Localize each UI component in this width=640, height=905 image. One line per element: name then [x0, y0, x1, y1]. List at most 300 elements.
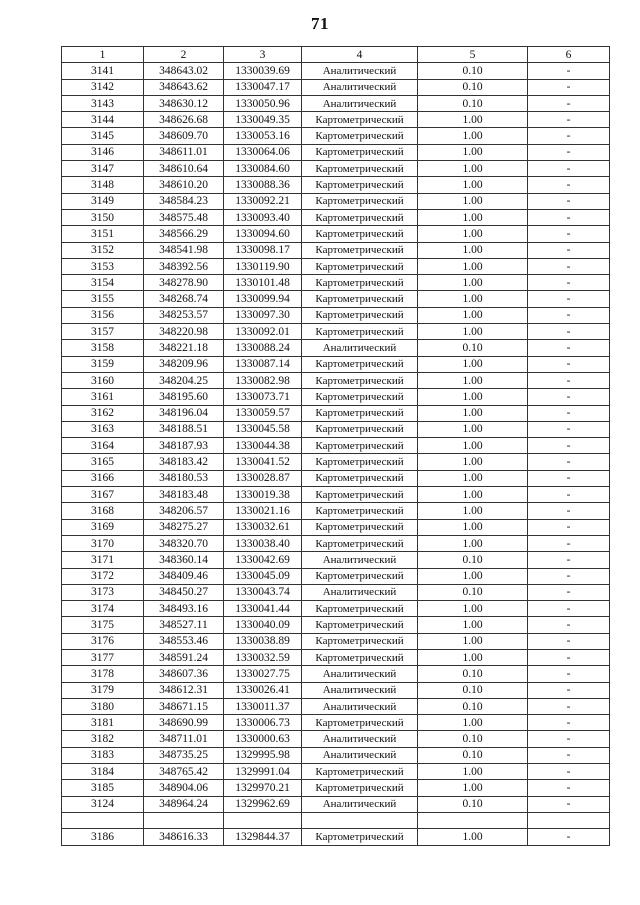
note-cell: - [528, 177, 610, 193]
x-coordinate-cell: 348206.57 [144, 503, 224, 519]
y-coordinate-cell: 1329970.21 [224, 780, 302, 796]
method-cell: Аналитический [302, 63, 418, 79]
point-number-cell: 3146 [62, 144, 144, 160]
note-cell: - [528, 731, 610, 747]
method-cell: Картометрический [302, 291, 418, 307]
table-row [62, 535, 610, 551]
accuracy-cell: 1.00 [418, 275, 528, 291]
point-number-cell: 3157 [62, 324, 144, 340]
method-cell: Картометрический [302, 649, 418, 665]
table-row [62, 829, 610, 845]
note-cell: - [528, 356, 610, 372]
accuracy-cell: 1.00 [418, 128, 528, 144]
method-cell: Картометрический [302, 568, 418, 584]
note-cell: - [528, 405, 610, 421]
table-row [62, 112, 610, 128]
point-number-cell: 3141 [62, 63, 144, 79]
table-row [62, 617, 610, 633]
note-cell: - [528, 307, 610, 323]
accuracy-cell: 1.00 [418, 356, 528, 372]
y-coordinate-cell: 1330053.16 [224, 128, 302, 144]
point-number-cell: 3158 [62, 340, 144, 356]
method-cell: Аналитический [302, 666, 418, 682]
note-cell: - [528, 796, 610, 812]
point-number-cell: 3169 [62, 519, 144, 535]
note-cell: - [528, 715, 610, 731]
x-coordinate-cell: 348964.24 [144, 796, 224, 812]
table-row [62, 128, 610, 144]
method-cell: Картометрический [302, 487, 418, 503]
x-coordinate-cell: 348450.27 [144, 584, 224, 600]
accuracy-cell: 1.00 [418, 291, 528, 307]
accuracy-cell: 0.10 [418, 79, 528, 95]
y-coordinate-cell: 1330087.14 [224, 356, 302, 372]
x-coordinate-cell: 348690.99 [144, 715, 224, 731]
x-coordinate-cell: 348493.16 [144, 601, 224, 617]
table-row [62, 421, 610, 437]
y-coordinate-cell: 1330027.75 [224, 666, 302, 682]
table-row [62, 731, 610, 747]
method-cell: Картометрический [302, 519, 418, 535]
method-cell: Аналитический [302, 340, 418, 356]
accuracy-cell: 0.10 [418, 698, 528, 714]
accuracy-cell: 1.00 [418, 242, 528, 258]
x-coordinate-cell: 348612.31 [144, 682, 224, 698]
x-coordinate-cell: 348409.46 [144, 568, 224, 584]
method-cell: Картометрический [302, 275, 418, 291]
table-row [62, 780, 610, 796]
y-coordinate-cell: 1330045.58 [224, 421, 302, 437]
table-row [62, 601, 610, 617]
note-cell: - [528, 666, 610, 682]
table-row [62, 209, 610, 225]
note-cell: - [528, 487, 610, 503]
x-coordinate-cell: 348566.29 [144, 226, 224, 242]
y-coordinate-cell: 1330088.36 [224, 177, 302, 193]
table-body [62, 63, 610, 845]
x-coordinate-cell: 348209.96 [144, 356, 224, 372]
accuracy-cell: 1.00 [418, 193, 528, 209]
x-coordinate-cell: 348610.64 [144, 161, 224, 177]
table-row [62, 95, 610, 111]
y-coordinate-cell: 1329844.37 [224, 829, 302, 845]
table-row [62, 487, 610, 503]
y-coordinate-cell: 1329991.04 [224, 764, 302, 780]
point-number-cell: 3154 [62, 275, 144, 291]
y-coordinate-cell: 1330088.24 [224, 340, 302, 356]
y-coordinate-cell: 1330047.17 [224, 79, 302, 95]
table-row [62, 275, 610, 291]
y-coordinate-cell: 1330049.35 [224, 112, 302, 128]
x-coordinate-cell: 348183.42 [144, 454, 224, 470]
point-number-cell: 3159 [62, 356, 144, 372]
x-coordinate-cell: 348360.14 [144, 552, 224, 568]
table-row [62, 568, 610, 584]
x-coordinate-cell: 348610.20 [144, 177, 224, 193]
accuracy-cell: 1.00 [418, 454, 528, 470]
table-row [62, 454, 610, 470]
x-coordinate-cell: 348196.04 [144, 405, 224, 421]
x-coordinate-cell: 348268.74 [144, 291, 224, 307]
accuracy-cell: 1.00 [418, 715, 528, 731]
method-cell: Картометрический [302, 161, 418, 177]
x-coordinate-cell: 348643.02 [144, 63, 224, 79]
method-cell: Картометрический [302, 633, 418, 649]
table-row [62, 584, 610, 600]
point-number-cell: 3156 [62, 307, 144, 323]
point-number-cell: 3150 [62, 209, 144, 225]
note-cell: - [528, 63, 610, 79]
accuracy-cell: 1.00 [418, 568, 528, 584]
empty-cell [418, 812, 528, 828]
point-number-cell: 3151 [62, 226, 144, 242]
y-coordinate-cell: 1330038.89 [224, 633, 302, 649]
table-row [62, 438, 610, 454]
point-number-cell: 3144 [62, 112, 144, 128]
x-coordinate-cell: 348278.90 [144, 275, 224, 291]
y-coordinate-cell: 1330011.37 [224, 698, 302, 714]
accuracy-cell: 1.00 [418, 601, 528, 617]
table-row [62, 63, 610, 79]
accuracy-cell: 1.00 [418, 405, 528, 421]
page-number: 71 [311, 14, 329, 33]
method-cell: Аналитический [302, 698, 418, 714]
point-number-cell: 3178 [62, 666, 144, 682]
method-cell: Картометрический [302, 372, 418, 388]
y-coordinate-cell: 1330059.57 [224, 405, 302, 421]
method-cell: Картометрический [302, 715, 418, 731]
table-row [62, 764, 610, 780]
method-cell: Картометрический [302, 389, 418, 405]
accuracy-cell: 1.00 [418, 829, 528, 845]
accuracy-cell: 0.10 [418, 340, 528, 356]
note-cell: - [528, 291, 610, 307]
note-cell: - [528, 535, 610, 551]
note-cell: - [528, 275, 610, 291]
point-number-cell: 3170 [62, 535, 144, 551]
accuracy-cell: 1.00 [418, 535, 528, 551]
method-cell: Картометрический [302, 177, 418, 193]
note-cell: - [528, 503, 610, 519]
table-row [62, 242, 610, 258]
accuracy-cell: 1.00 [418, 633, 528, 649]
y-coordinate-cell: 1330092.21 [224, 193, 302, 209]
point-number-cell: 3182 [62, 731, 144, 747]
note-cell: - [528, 682, 610, 698]
point-number-cell: 3168 [62, 503, 144, 519]
point-number-cell: 3155 [62, 291, 144, 307]
x-coordinate-cell: 348575.48 [144, 209, 224, 225]
y-coordinate-cell: 1330041.44 [224, 601, 302, 617]
table-row [62, 682, 610, 698]
table-row [62, 698, 610, 714]
point-number-cell: 3174 [62, 601, 144, 617]
method-cell: Картометрический [302, 307, 418, 323]
table-row [62, 747, 610, 763]
x-coordinate-cell: 348220.98 [144, 324, 224, 340]
method-cell: Аналитический [302, 95, 418, 111]
table-row [62, 291, 610, 307]
method-cell: Картометрический [302, 144, 418, 160]
accuracy-cell: 0.10 [418, 666, 528, 682]
note-cell: - [528, 193, 610, 209]
method-cell: Аналитический [302, 796, 418, 812]
x-coordinate-cell: 348630.12 [144, 95, 224, 111]
note-cell: - [528, 79, 610, 95]
note-cell: - [528, 340, 610, 356]
table-row [62, 177, 610, 193]
x-coordinate-cell: 348527.11 [144, 617, 224, 633]
method-cell: Картометрический [302, 112, 418, 128]
method-cell: Картометрический [302, 503, 418, 519]
empty-cell [144, 812, 224, 828]
table-row [62, 389, 610, 405]
note-cell: - [528, 617, 610, 633]
table-row [62, 519, 610, 535]
note-cell: - [528, 780, 610, 796]
x-coordinate-cell: 348626.68 [144, 112, 224, 128]
table-row [62, 552, 610, 568]
note-cell: - [528, 764, 610, 780]
table-row [62, 161, 610, 177]
x-coordinate-cell: 348591.24 [144, 649, 224, 665]
x-coordinate-cell: 348765.42 [144, 764, 224, 780]
point-number-cell: 3142 [62, 79, 144, 95]
column-header-6: 6 [528, 47, 610, 63]
accuracy-cell: 1.00 [418, 144, 528, 160]
accuracy-cell: 1.00 [418, 438, 528, 454]
method-cell: Картометрический [302, 438, 418, 454]
table-row [62, 649, 610, 665]
method-cell: Картометрический [302, 617, 418, 633]
point-number-cell: 3173 [62, 584, 144, 600]
method-cell: Картометрический [302, 764, 418, 780]
y-coordinate-cell: 1330101.48 [224, 275, 302, 291]
point-number-cell: 3153 [62, 258, 144, 274]
note-cell: - [528, 258, 610, 274]
method-cell: Аналитический [302, 552, 418, 568]
point-number-cell: 3143 [62, 95, 144, 111]
y-coordinate-cell: 1330119.90 [224, 258, 302, 274]
y-coordinate-cell: 1330094.60 [224, 226, 302, 242]
x-coordinate-cell: 348187.93 [144, 438, 224, 454]
table-row [62, 324, 610, 340]
method-cell: Аналитический [302, 79, 418, 95]
y-coordinate-cell: 1330045.09 [224, 568, 302, 584]
x-coordinate-cell: 348183.48 [144, 487, 224, 503]
point-number-cell: 3176 [62, 633, 144, 649]
table-row [62, 356, 610, 372]
method-cell: Картометрический [302, 242, 418, 258]
x-coordinate-cell: 348320.70 [144, 535, 224, 551]
accuracy-cell: 1.00 [418, 389, 528, 405]
note-cell: - [528, 226, 610, 242]
x-coordinate-cell: 348671.15 [144, 698, 224, 714]
x-coordinate-cell: 348735.25 [144, 747, 224, 763]
y-coordinate-cell: 1330092.01 [224, 324, 302, 340]
accuracy-cell: 1.00 [418, 372, 528, 388]
y-coordinate-cell: 1330038.40 [224, 535, 302, 551]
x-coordinate-cell: 348188.51 [144, 421, 224, 437]
note-cell: - [528, 161, 610, 177]
y-coordinate-cell: 1330098.17 [224, 242, 302, 258]
y-coordinate-cell: 1330099.94 [224, 291, 302, 307]
accuracy-cell: 0.10 [418, 731, 528, 747]
point-number-cell: 3167 [62, 487, 144, 503]
point-number-cell: 3175 [62, 617, 144, 633]
coordinates-table [61, 46, 610, 846]
table-row [62, 340, 610, 356]
x-coordinate-cell: 348275.27 [144, 519, 224, 535]
table-row [62, 372, 610, 388]
x-coordinate-cell: 348204.25 [144, 372, 224, 388]
note-cell: - [528, 829, 610, 845]
accuracy-cell: 1.00 [418, 519, 528, 535]
note-cell: - [528, 552, 610, 568]
accuracy-cell: 1.00 [418, 209, 528, 225]
y-coordinate-cell: 1329995.98 [224, 747, 302, 763]
method-cell: Картометрический [302, 470, 418, 486]
x-coordinate-cell: 348195.60 [144, 389, 224, 405]
accuracy-cell: 0.10 [418, 95, 528, 111]
x-coordinate-cell: 348643.62 [144, 79, 224, 95]
table-row [62, 144, 610, 160]
method-cell: Картометрический [302, 780, 418, 796]
accuracy-cell: 1.00 [418, 487, 528, 503]
note-cell: - [528, 649, 610, 665]
x-coordinate-cell: 348609.70 [144, 128, 224, 144]
method-cell: Картометрический [302, 128, 418, 144]
y-coordinate-cell: 1330050.96 [224, 95, 302, 111]
y-coordinate-cell: 1330026.41 [224, 682, 302, 698]
y-coordinate-cell: 1330041.52 [224, 454, 302, 470]
y-coordinate-cell: 1330019.38 [224, 487, 302, 503]
column-header-5: 5 [418, 47, 528, 63]
accuracy-cell: 1.00 [418, 470, 528, 486]
column-header-2: 2 [144, 47, 224, 63]
note-cell: - [528, 324, 610, 340]
point-number-cell: 3148 [62, 177, 144, 193]
note-cell: - [528, 95, 610, 111]
point-number-cell: 3152 [62, 242, 144, 258]
point-number-cell: 3171 [62, 552, 144, 568]
point-number-cell: 3164 [62, 438, 144, 454]
note-cell: - [528, 454, 610, 470]
point-number-cell: 3163 [62, 421, 144, 437]
empty-cell [62, 812, 144, 828]
empty-cell [302, 812, 418, 828]
accuracy-cell: 0.10 [418, 796, 528, 812]
point-number-cell: 3145 [62, 128, 144, 144]
y-coordinate-cell: 1330044.38 [224, 438, 302, 454]
table-header-row [62, 47, 610, 63]
note-cell: - [528, 421, 610, 437]
point-number-cell: 3166 [62, 470, 144, 486]
y-coordinate-cell: 1329962.69 [224, 796, 302, 812]
column-header-3: 3 [224, 47, 302, 63]
x-coordinate-cell: 348553.46 [144, 633, 224, 649]
y-coordinate-cell: 1330064.06 [224, 144, 302, 160]
point-number-cell: 3172 [62, 568, 144, 584]
point-number-cell: 3124 [62, 796, 144, 812]
column-header-1: 1 [62, 47, 144, 63]
method-cell: Картометрический [302, 356, 418, 372]
accuracy-cell: 1.00 [418, 324, 528, 340]
table-row [62, 715, 610, 731]
y-coordinate-cell: 1330021.16 [224, 503, 302, 519]
method-cell: Картометрический [302, 829, 418, 845]
empty-cell [528, 812, 610, 828]
method-cell: Картометрический [302, 209, 418, 225]
accuracy-cell: 1.00 [418, 177, 528, 193]
note-cell: - [528, 568, 610, 584]
accuracy-cell: 1.00 [418, 226, 528, 242]
y-coordinate-cell: 1330028.87 [224, 470, 302, 486]
method-cell: Аналитический [302, 682, 418, 698]
x-coordinate-cell: 348392.56 [144, 258, 224, 274]
y-coordinate-cell: 1330039.69 [224, 63, 302, 79]
note-cell: - [528, 389, 610, 405]
point-number-cell: 3149 [62, 193, 144, 209]
method-cell: Картометрический [302, 193, 418, 209]
accuracy-cell: 1.00 [418, 780, 528, 796]
accuracy-cell: 1.00 [418, 649, 528, 665]
table-row [62, 633, 610, 649]
point-number-cell: 3180 [62, 698, 144, 714]
accuracy-cell: 1.00 [418, 307, 528, 323]
accuracy-cell: 0.10 [418, 584, 528, 600]
method-cell: Аналитический [302, 731, 418, 747]
table-row [62, 470, 610, 486]
point-number-cell: 3161 [62, 389, 144, 405]
y-coordinate-cell: 1330043.74 [224, 584, 302, 600]
x-coordinate-cell: 348711.01 [144, 731, 224, 747]
table-row [62, 193, 610, 209]
method-cell: Картометрический [302, 226, 418, 242]
accuracy-cell: 0.10 [418, 552, 528, 568]
note-cell: - [528, 209, 610, 225]
table-row [62, 79, 610, 95]
accuracy-cell: 0.10 [418, 682, 528, 698]
method-cell: Картометрический [302, 601, 418, 617]
point-number-cell: 3179 [62, 682, 144, 698]
note-cell: - [528, 438, 610, 454]
note-cell: - [528, 144, 610, 160]
point-number-cell: 3186 [62, 829, 144, 845]
y-coordinate-cell: 1330093.40 [224, 209, 302, 225]
table-row [62, 503, 610, 519]
table-row [62, 258, 610, 274]
x-coordinate-cell: 348904.06 [144, 780, 224, 796]
method-cell: Аналитический [302, 584, 418, 600]
accuracy-cell: 1.00 [418, 764, 528, 780]
method-cell: Картометрический [302, 324, 418, 340]
y-coordinate-cell: 1330000.63 [224, 731, 302, 747]
x-coordinate-cell: 348221.18 [144, 340, 224, 356]
accuracy-cell: 0.10 [418, 63, 528, 79]
x-coordinate-cell: 348611.01 [144, 144, 224, 160]
table-gap-row [62, 812, 610, 828]
note-cell: - [528, 470, 610, 486]
note-cell: - [528, 698, 610, 714]
accuracy-cell: 1.00 [418, 112, 528, 128]
note-cell: - [528, 112, 610, 128]
table-row [62, 796, 610, 812]
method-cell: Картометрический [302, 454, 418, 470]
accuracy-cell: 1.00 [418, 421, 528, 437]
point-number-cell: 3162 [62, 405, 144, 421]
point-number-cell: 3184 [62, 764, 144, 780]
